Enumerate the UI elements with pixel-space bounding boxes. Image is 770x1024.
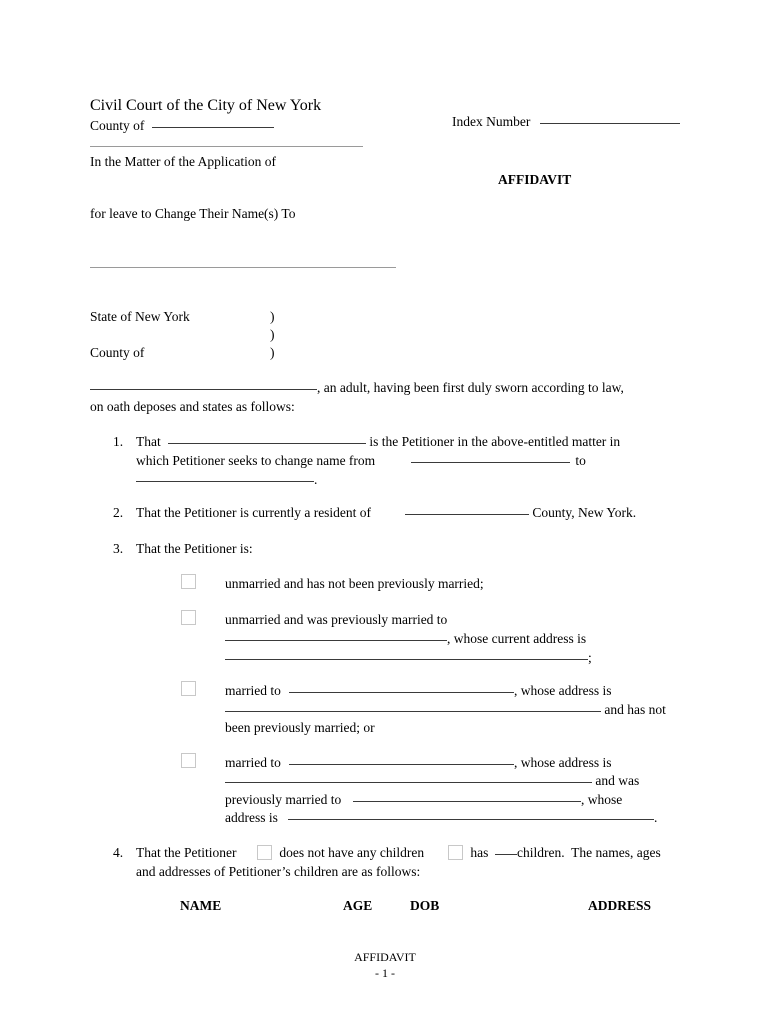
- option-married-not-previously-line1-pre: married to: [225, 683, 285, 698]
- option-married-not-previously-line3: been previously married; or: [225, 720, 375, 735]
- option-b-former-spouse-blank[interactable]: [225, 629, 447, 641]
- affidavit-heading: AFFIDAVIT: [498, 172, 572, 187]
- item-2-residence-county-blank[interactable]: [405, 503, 529, 515]
- item-3-number: 3.: [113, 541, 124, 556]
- venue-paren-2: ): [270, 327, 275, 342]
- affiant-name-blank[interactable]: [90, 378, 317, 390]
- option-d-spouse-address-blank[interactable]: [225, 771, 592, 783]
- checkbox-married-not-previously[interactable]: [181, 681, 196, 696]
- item-1-line3-post: .: [314, 472, 318, 487]
- option-unmarried-previously-line3-post: ;: [588, 650, 592, 665]
- item-1-line1-pre: That: [136, 434, 165, 449]
- option-d-former-spouse-address-blank[interactable]: [288, 808, 654, 820]
- option-unmarried-never-married-label: unmarried and has not been previously married;: [225, 576, 484, 591]
- children-column-dob: DOB: [410, 898, 440, 913]
- children-column-age: AGE: [343, 898, 373, 913]
- item-3-line1: That the Petitioner is:: [136, 541, 253, 556]
- item-4-line1-c: has: [467, 845, 492, 860]
- sworn-line-2: on oath deposes and states as follows:: [90, 399, 295, 414]
- item-2-line1-post: County, New York.: [529, 505, 637, 520]
- option-married-not-previously-line1-post: , whose address is: [514, 683, 612, 698]
- for-leave-label: for leave to Change Their Name(s) To: [90, 206, 296, 221]
- footer-title: AFFIDAVIT: [354, 950, 416, 964]
- option-c-spouse-address-blank[interactable]: [225, 700, 601, 712]
- checkbox-unmarried-never-married[interactable]: [181, 574, 196, 589]
- item-4-line1-b: does not have any children: [276, 845, 428, 860]
- venue-paren-1: ): [270, 309, 275, 324]
- item-1-new-name-blank[interactable]: [136, 470, 314, 482]
- in-the-matter-label: In the Matter of the Application of: [90, 154, 276, 169]
- sworn-line-1: , an adult, having been first duly sworn according to law,: [317, 380, 624, 395]
- item-4-line1-d: children. The names, ages: [517, 845, 661, 860]
- county-of-label: County of: [90, 118, 145, 133]
- index-number-blank[interactable]: [540, 112, 680, 124]
- item-2-number: 2.: [113, 505, 124, 520]
- checkbox-no-children[interactable]: [257, 845, 272, 860]
- state-label: State of New York: [90, 309, 190, 324]
- venue-county-label: County of: [90, 345, 145, 360]
- item-1-number: 1.: [113, 434, 124, 449]
- header-divider-2: [90, 267, 396, 268]
- venue-paren-3: ): [270, 345, 275, 360]
- item-1-line1-post: is the Petitioner in the above-entitled matter in: [366, 434, 621, 449]
- option-d-former-spouse-blank[interactable]: [353, 790, 581, 802]
- option-married-and-previously-line1-pre: married to: [225, 755, 285, 770]
- option-married-not-previously-line2-post: and has not: [601, 702, 666, 717]
- header-divider-1: [90, 146, 363, 147]
- item-1-line2-pre: which Petitioner seeks to change name from: [136, 453, 379, 468]
- checkbox-married-and-previously[interactable]: [181, 753, 196, 768]
- checkbox-unmarried-previously-married[interactable]: [181, 610, 196, 625]
- item-4-children-count-blank[interactable]: [495, 843, 517, 855]
- option-married-and-previously-line3-post: , whose: [581, 792, 623, 807]
- option-d-spouse-blank[interactable]: [289, 753, 514, 765]
- index-number-label: Index Number: [452, 114, 531, 129]
- item-4-number: 4.: [113, 845, 124, 860]
- option-married-and-previously-line4-post: .: [654, 810, 658, 825]
- option-married-and-previously-line3-pre: previously married to: [225, 792, 345, 807]
- footer-page-number: - 1 -: [375, 966, 395, 980]
- option-married-and-previously-line1-post: , whose address is: [514, 755, 612, 770]
- option-married-and-previously-line2-post: and was: [592, 773, 640, 788]
- item-2-line1-pre: That the Petitioner is currently a resident of: [136, 505, 375, 520]
- item-1-petitioner-name-blank[interactable]: [168, 432, 366, 444]
- option-unmarried-previously-line1: unmarried and was previously married to: [225, 612, 448, 627]
- item-4-line2: and addresses of Petitioner’s children are as follows:: [136, 864, 421, 879]
- checkbox-has-children[interactable]: [448, 845, 463, 860]
- children-column-address: ADDRESS: [588, 898, 652, 913]
- children-column-name: NAME: [180, 898, 222, 913]
- option-married-and-previously-line4-pre: address is: [225, 810, 282, 825]
- item-1-old-name-blank[interactable]: [411, 451, 570, 463]
- option-unmarried-previously-line2-post: , whose current address is: [447, 631, 587, 646]
- option-c-spouse-blank[interactable]: [289, 681, 514, 693]
- option-b-former-spouse-address-blank[interactable]: [225, 648, 588, 660]
- court-title: Civil Court of the City of New York: [90, 97, 322, 114]
- county-of-blank[interactable]: [152, 116, 274, 128]
- item-4-line1-a: That the Petitioner: [136, 845, 240, 860]
- item-1-line2-post: to: [572, 453, 586, 468]
